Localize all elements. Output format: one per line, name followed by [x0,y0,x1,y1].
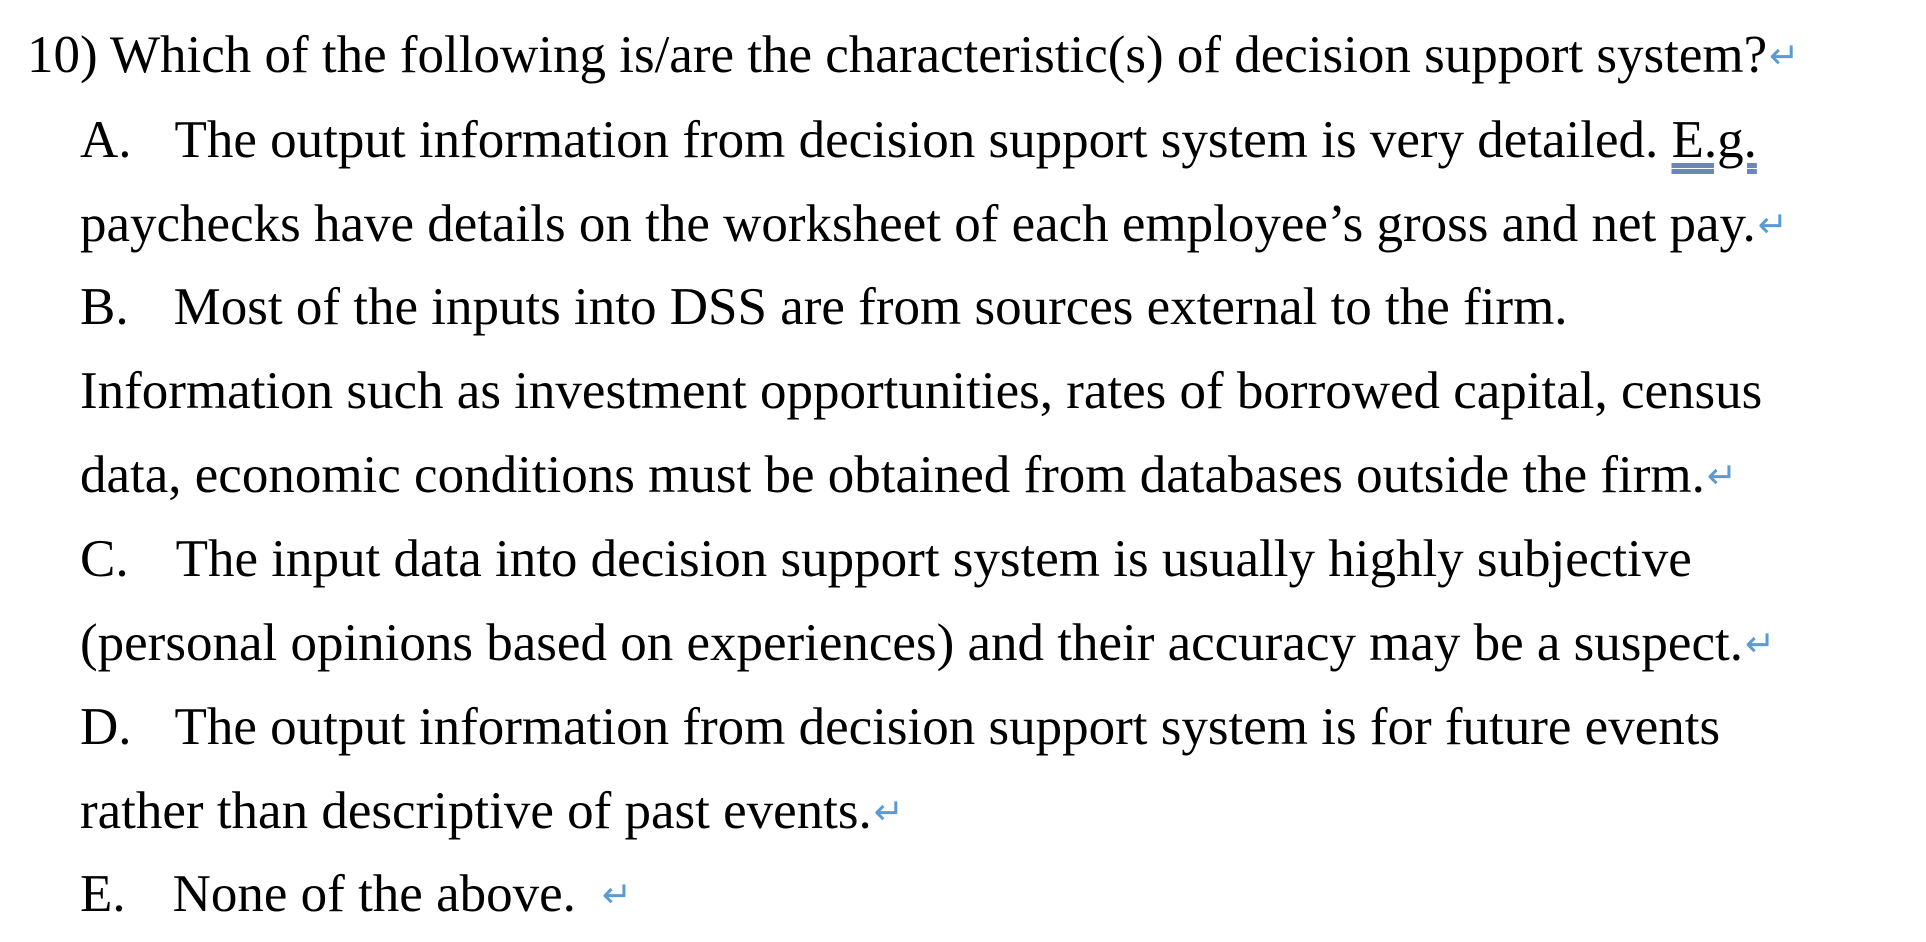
paragraph-mark-icon: ↵ [601,875,633,916]
option-c-line-2 [80,613,1775,673]
paragraph-mark-icon: ↵ [873,792,904,833]
option-b-line-1 [80,277,1568,337]
option-b-line-3 [80,445,1737,505]
option-a-line-1 [80,110,1757,170]
option-a-line-2 [80,194,1788,254]
option-a-text: The output information from decision support system is very detailed. [174,111,1672,169]
option-a-eg-underlined: E.g. [1671,111,1757,169]
paragraph-mark-icon: ↵ [1757,205,1788,246]
question-text: Which of the following is/are the characteristic(s) of decision support system? [109,26,1768,84]
option-b-text: Most of the inputs into DSS are from sources external to the firm. [173,278,1568,336]
option-d-text: The output information from decision support system is for future events [174,698,1721,756]
option-d-letter: D. [80,698,132,756]
option-e-line-1 [80,864,632,924]
option-b-line-2 [80,361,1762,421]
paragraph-mark-icon: ↵ [1769,36,1800,77]
option-b-text-continued: Information such as investment opportunities, rates of borrowed capital, census [80,362,1763,420]
option-e-letter: E. [80,865,126,923]
option-b-text-continued-2: data, economic conditions must be obtained from databases outside the firm. [80,446,1705,504]
question-number: 10) [27,26,98,84]
paragraph-mark-icon: ↵ [1706,456,1738,497]
option-a-letter: A. [80,111,132,169]
option-b-letter: B. [80,278,129,336]
option-c-letter: C. [80,530,129,588]
option-d-line-1 [80,697,1720,757]
option-c-text: The input data into decision support system is usually highly subjective [175,530,1692,588]
question-line [27,25,1799,85]
option-e-text: None of the above. [172,865,576,923]
paragraph-mark-icon: ↵ [1744,624,1776,665]
option-c-line-1 [80,529,1692,589]
option-d-line-2 [80,781,904,841]
option-a-text-continued: paychecks have details on the worksheet of each employee’s gross and net pay. [80,195,1756,253]
option-c-text-continued: (personal opinions based on experiences) and their accuracy may be a suspect. [80,614,1743,672]
option-d-text-continued: rather than descriptive of past events. [80,782,872,840]
